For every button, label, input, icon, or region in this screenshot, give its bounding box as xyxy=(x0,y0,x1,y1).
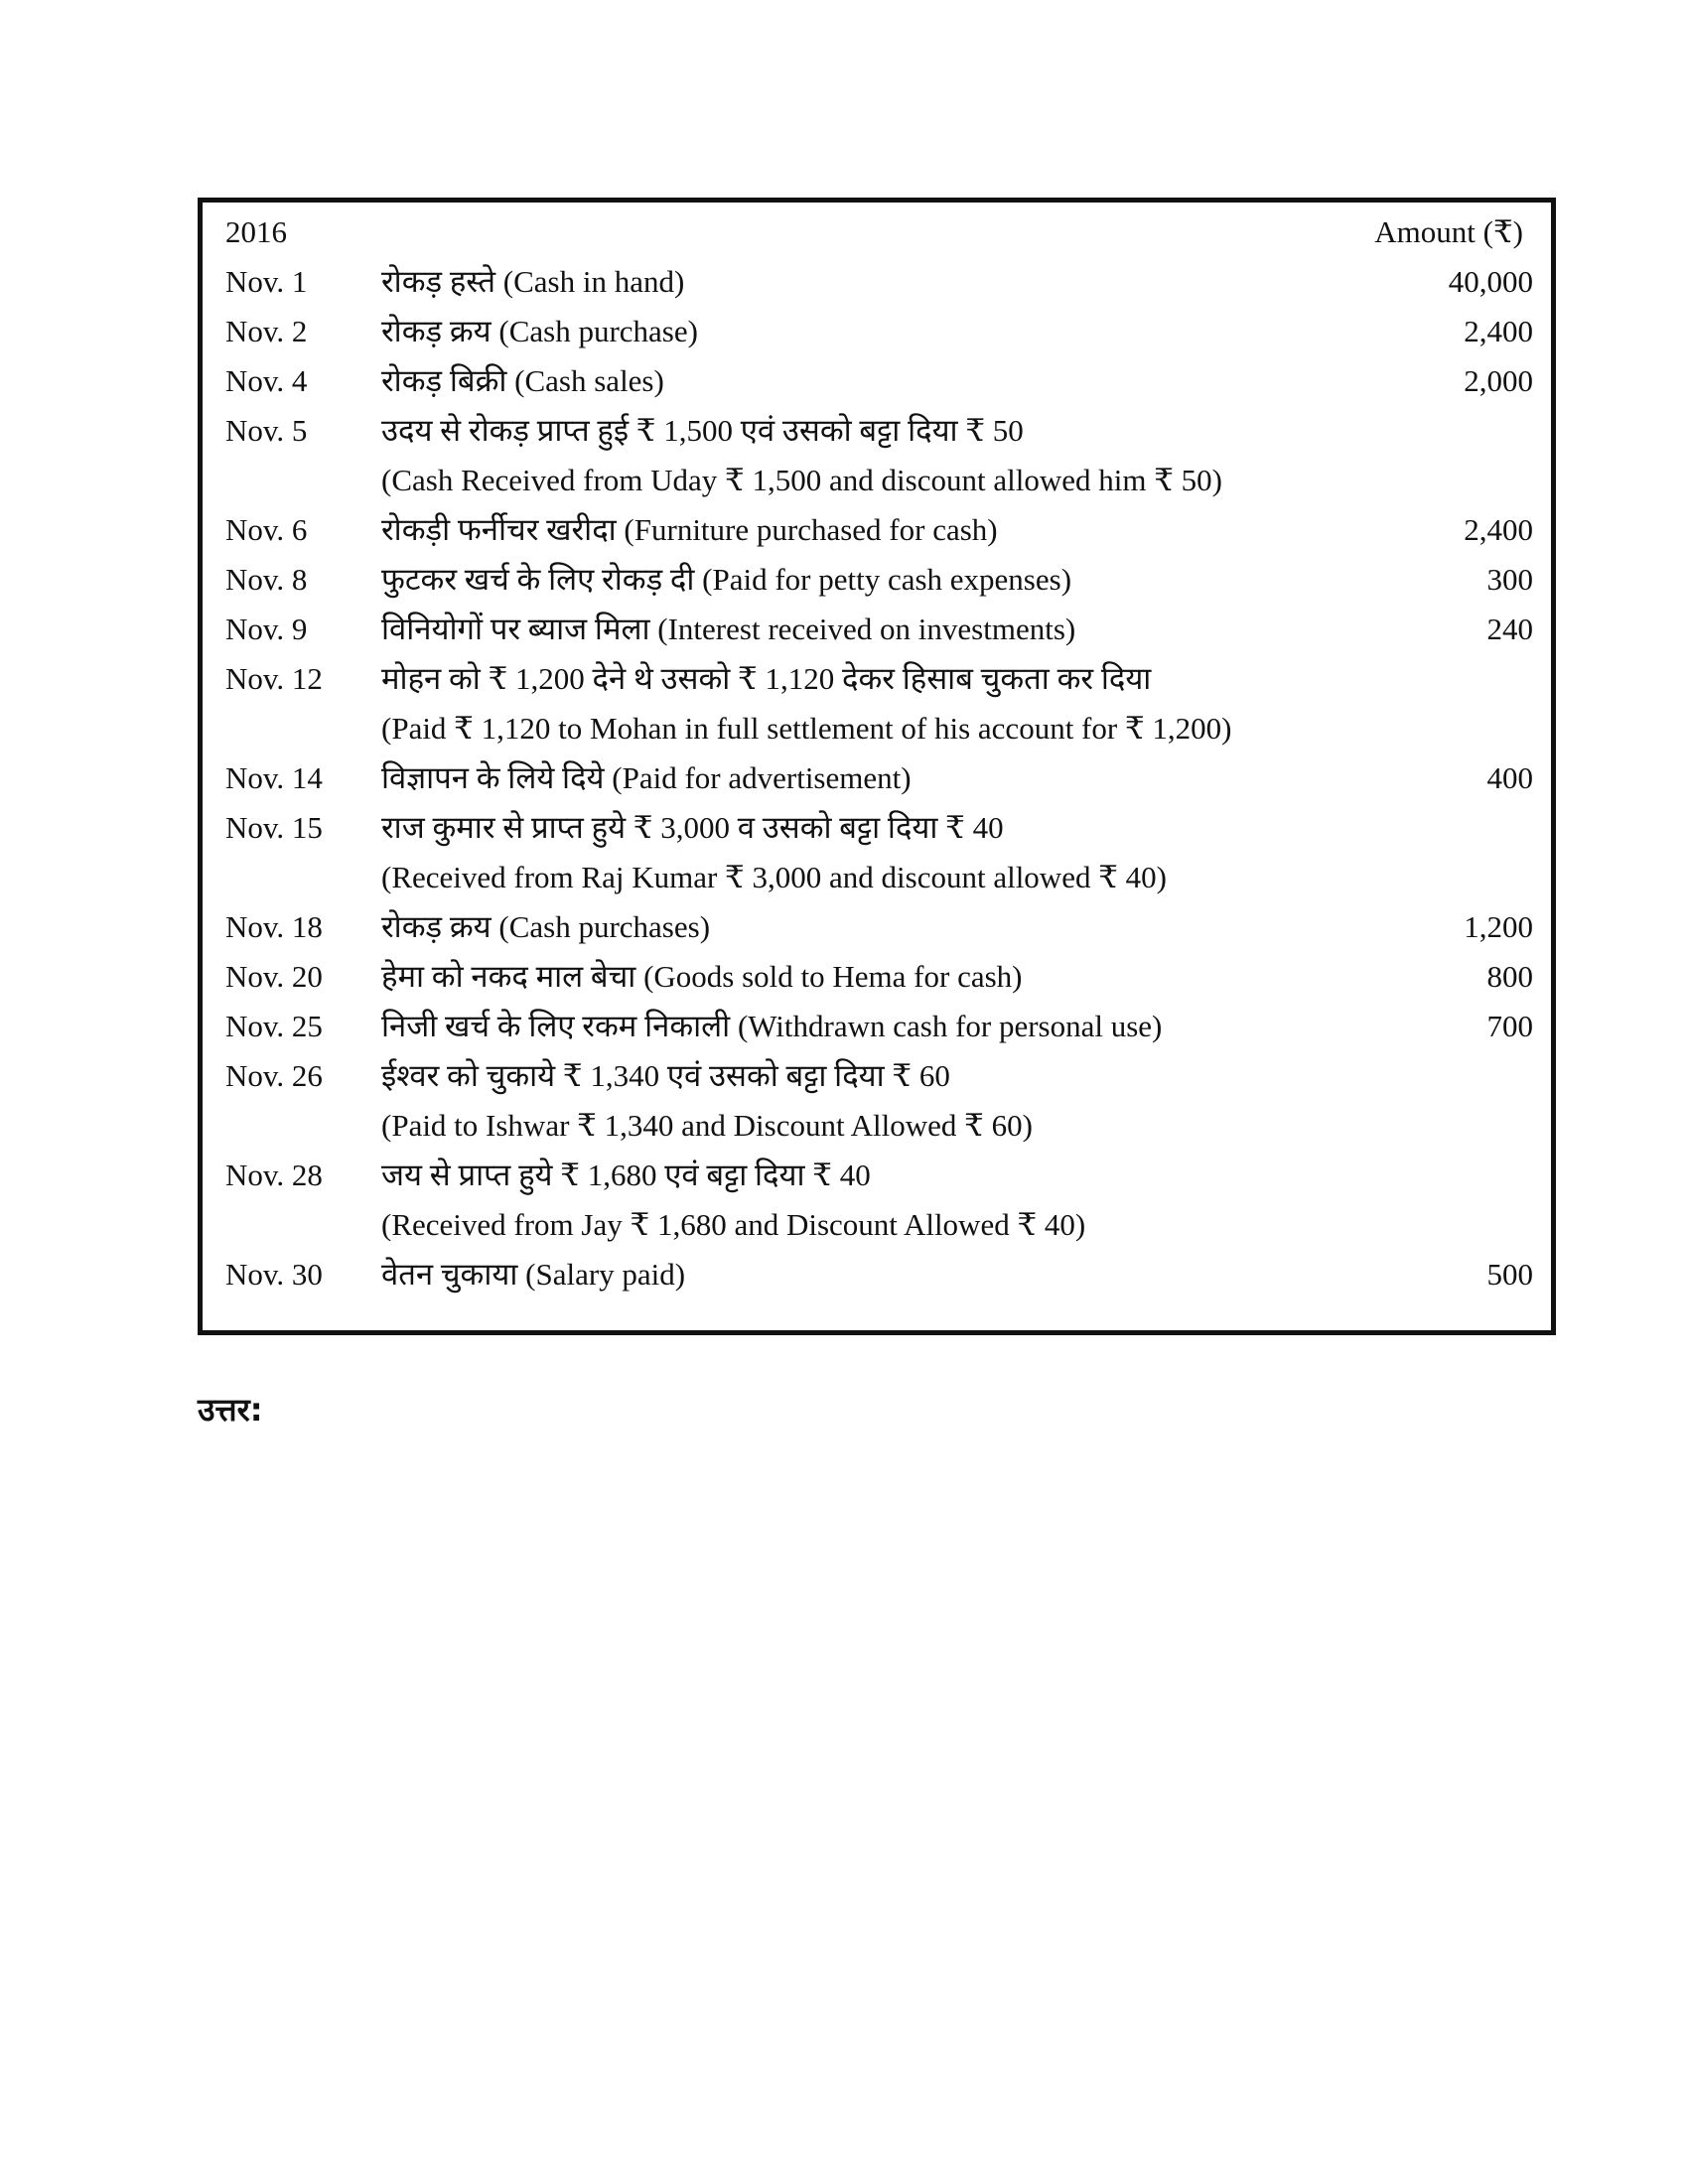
row-description: विज्ञापन के लिये दिये (Paid for advertisement) xyxy=(381,760,912,795)
row-date: Nov. 6 xyxy=(225,512,308,547)
row-description-english: (Received from Raj Kumar ₹ 3,000 and discount allowed ₹ 40) xyxy=(381,860,1167,894)
amount-header: Amount (₹) xyxy=(1374,214,1523,249)
table-row xyxy=(203,952,1551,1002)
table-row xyxy=(203,1250,1551,1299)
row-date: Nov. 9 xyxy=(225,612,308,646)
row-amount: 300 xyxy=(1486,562,1533,597)
row-description-english: (Paid ₹ 1,120 to Mohan in full settlement of his account for ₹ 1,200) xyxy=(381,711,1232,746)
row-amount: 1,200 xyxy=(1464,909,1533,944)
row-amount: 2,400 xyxy=(1464,512,1533,547)
row-amount: 40,000 xyxy=(1448,264,1533,299)
year-label: 2016 xyxy=(225,214,287,249)
row-description: राज कुमार से प्राप्त हुये ₹ 3,000 व उसको बट्टा दिया ₹ 40 xyxy=(381,810,1004,845)
row-amount: 500 xyxy=(1486,1257,1533,1292)
row-date: Nov. 8 xyxy=(225,562,308,597)
row-description-english: (Received from Jay ₹ 1,680 and Discount Allowed ₹ 40) xyxy=(381,1207,1086,1242)
table-row xyxy=(203,406,1551,456)
table-row-continuation xyxy=(203,704,1551,753)
table-row xyxy=(203,1151,1551,1200)
row-date: Nov. 30 xyxy=(225,1257,323,1292)
table-row xyxy=(203,902,1551,952)
row-amount: 700 xyxy=(1486,1009,1533,1043)
row-date: Nov. 28 xyxy=(225,1158,323,1192)
row-description: जय से प्राप्त हुये ₹ 1,680 एवं बट्टा दिया ₹ 40 xyxy=(381,1158,871,1192)
row-date: Nov. 12 xyxy=(225,661,323,696)
row-description: रोकड़ी फर्नीचर खरीदा (Furniture purchased for cash) xyxy=(381,512,998,547)
row-description: ईश्वर को चुकाये ₹ 1,340 एवं उसको बट्टा दिया ₹ 60 xyxy=(381,1058,950,1093)
table-row xyxy=(203,1002,1551,1051)
row-amount: 800 xyxy=(1486,959,1533,994)
table-row xyxy=(203,505,1551,555)
row-amount: 400 xyxy=(1486,760,1533,795)
row-amount: 240 xyxy=(1486,612,1533,646)
table-row xyxy=(203,803,1551,853)
table-row-continuation xyxy=(203,1101,1551,1151)
table-header-row xyxy=(203,207,1551,257)
row-description: मोहन को ₹ 1,200 देने थे उसको ₹ 1,120 देकर हिसाब चुकता कर दिया xyxy=(381,661,1152,696)
row-description: विनियोगों पर ब्याज मिला (Interest received on investments) xyxy=(381,612,1076,646)
row-date: Nov. 20 xyxy=(225,959,323,994)
row-date: Nov. 18 xyxy=(225,909,323,944)
row-date: Nov. 14 xyxy=(225,760,323,795)
row-description: उदय से रोकड़ प्राप्त हुई ₹ 1,500 एवं उसको बट्टा दिया ₹ 50 xyxy=(381,413,1024,448)
row-date: Nov. 15 xyxy=(225,810,323,845)
table-row xyxy=(203,753,1551,803)
row-description: रोकड़ क्रय (Cash purchase) xyxy=(381,314,698,348)
row-description: वेतन चुकाया (Salary paid) xyxy=(381,1257,686,1292)
table-row xyxy=(203,356,1551,406)
row-description: रोकड़ बिक्री (Cash sales) xyxy=(381,363,664,398)
table-row xyxy=(203,605,1551,654)
row-date: Nov. 26 xyxy=(225,1058,323,1093)
row-date: Nov. 1 xyxy=(225,264,308,299)
answer-label: उत्तर: xyxy=(198,1391,263,1429)
row-date: Nov. 25 xyxy=(225,1009,323,1043)
row-amount: 2,400 xyxy=(1464,314,1533,348)
transaction-table xyxy=(198,198,1556,1335)
row-description: रोकड़ क्रय (Cash purchases) xyxy=(381,909,711,944)
row-date: Nov. 2 xyxy=(225,314,308,348)
table-row xyxy=(203,555,1551,605)
row-amount: 2,000 xyxy=(1464,363,1533,398)
row-description: निजी खर्च के लिए रकम निकाली (Withdrawn cash for personal use) xyxy=(381,1009,1163,1043)
row-description: रोकड़ हस्ते (Cash in hand) xyxy=(381,264,685,299)
row-description-english: (Cash Received from Uday ₹ 1,500 and discount allowed him ₹ 50) xyxy=(381,463,1222,497)
table-row xyxy=(203,654,1551,704)
row-description: हेमा को नकद माल बेचा (Goods sold to Hema for cash) xyxy=(381,959,1023,994)
table-row-continuation xyxy=(203,853,1551,902)
table-row-continuation xyxy=(203,456,1551,505)
table-row xyxy=(203,257,1551,307)
row-description: फुटकर खर्च के लिए रोकड़ दी (Paid for petty cash expenses) xyxy=(381,562,1072,597)
table-row-continuation xyxy=(203,1200,1551,1250)
table-row xyxy=(203,1051,1551,1101)
row-description-english: (Paid to Ishwar ₹ 1,340 and Discount Allowed ₹ 60) xyxy=(381,1108,1033,1143)
table-row xyxy=(203,307,1551,356)
row-date: Nov. 5 xyxy=(225,413,308,448)
row-date: Nov. 4 xyxy=(225,363,308,398)
